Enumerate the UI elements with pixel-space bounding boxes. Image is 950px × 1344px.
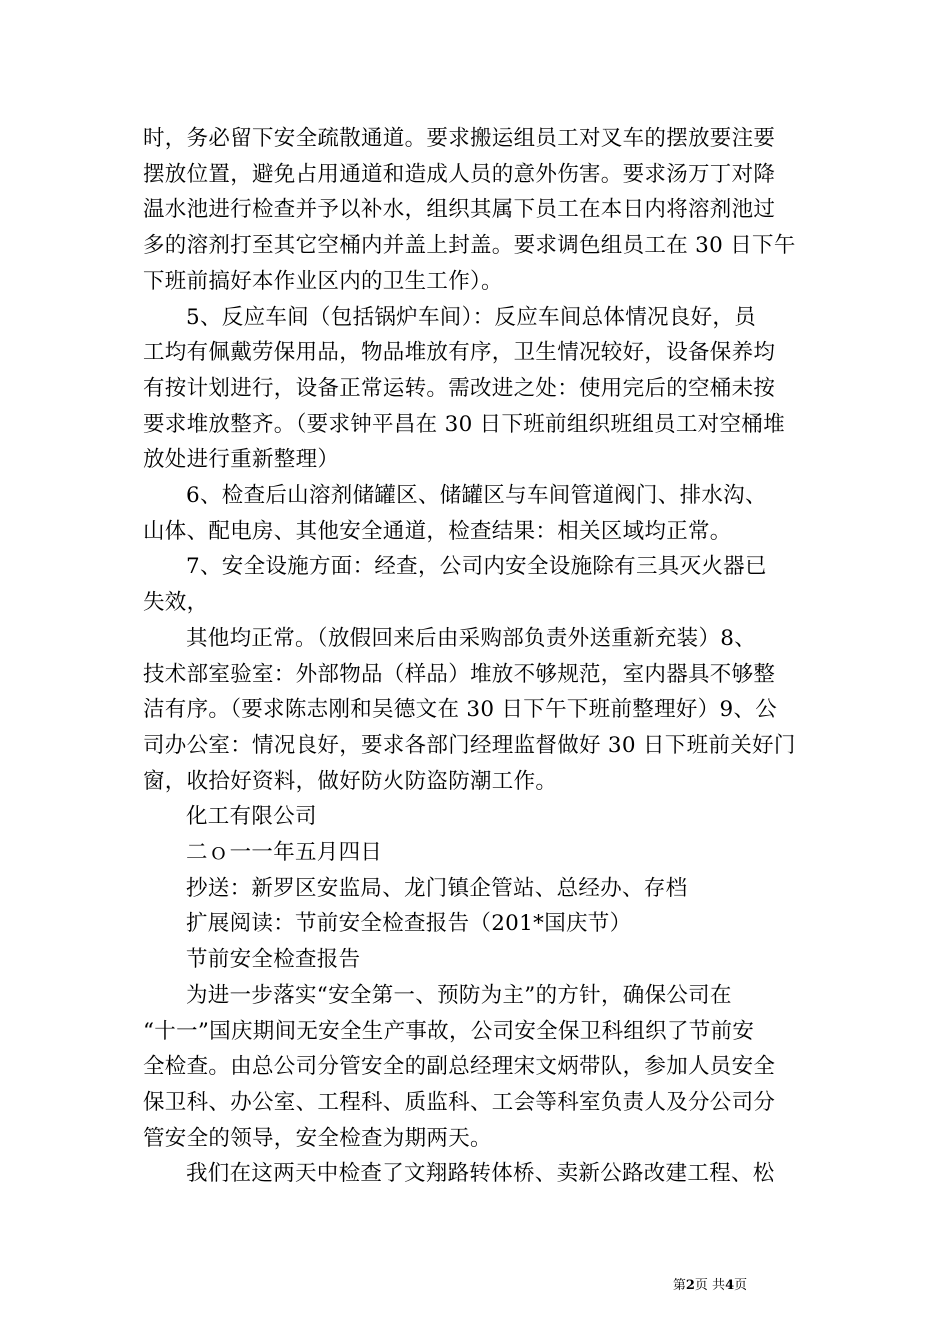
- text-line: 司办公室：情况良好，要求各部门经理监督做好 30 日下班前关好门: [143, 732, 796, 758]
- text-line: 为进一步落实“安全第一、预防为主”的方针，确保公司在: [186, 982, 732, 1008]
- text-line: 技术部室验室：外部物品（样品）堆放不够规范，室内器具不够整: [143, 661, 776, 687]
- text-line: 温水池进行检查并予以补水，组织其属下员工在本日内将溶剂池过: [143, 197, 776, 223]
- text-line: 6、检查后山溶剂储罐区、储罐区与车间管道阀门、排水沟、: [186, 483, 767, 509]
- text-line: “十一”国庆期间无安全生产事故，公司安全保卫科组织了节前安: [143, 1018, 755, 1044]
- report-title: 节前安全检查报告: [186, 947, 361, 973]
- footer-suffix: 页: [734, 1278, 748, 1293]
- text-line: 时，务必留下安全疏散通道。要求搬运组员工对叉车的摆放要注要: [143, 126, 776, 151]
- document-body: [143, 121, 808, 1192]
- page-footer: [0, 1274, 950, 1293]
- text-line: 山体、配电房、其他安全通道，检查结果：相关区域均正常。: [143, 518, 732, 544]
- text-line: 洁有序。（要求陈志刚和吴德文在 30 日下午下班前整理好）9、公: [143, 697, 778, 723]
- text-line: 其他均正常。（放假回来后由采购部负责外送重新充装）8、: [186, 625, 757, 651]
- document-date: 二ｏ一一年五月四日: [186, 840, 383, 866]
- text-line: 多的溶剂打至其它空桶内并盖上封盖。要求调色组员工在 30 日下午: [143, 233, 796, 259]
- company-name: 化工有限公司: [186, 804, 317, 830]
- extended-reading-title: 扩展阅读：节前安全检查报告（201*国庆节）: [186, 911, 632, 937]
- text-line: 窗，收拾好资料，做好防火防盗防潮工作。: [143, 768, 558, 794]
- text-line: 下班前搞好本作业区内的卫生工作）。: [143, 268, 503, 294]
- text-line: 失效，: [143, 590, 209, 616]
- current-page-number: 2: [685, 1278, 695, 1293]
- text-line: 要求堆放整齐。（要求钟平昌在 30 日下班前组织班组员工对空桶堆: [143, 411, 785, 437]
- total-pages-number: 4: [725, 1278, 735, 1293]
- text-line: 摆放位置，避免占用通道和造成人员的意外伤害。要求汤万丁对降: [143, 161, 776, 187]
- footer-prefix: 第: [672, 1278, 686, 1293]
- text-line: 保卫科、办公室、工程科、质监科、工会等科室负责人及分公司分: [143, 1089, 776, 1115]
- text-line: 5、反应车间（包括锅炉车间）：反应车间总体情况良好，员: [186, 304, 757, 330]
- text-line: 全检查。由总公司分管安全的副总经理宋文炳带队，参加人员安全: [143, 1054, 776, 1080]
- footer-middle: 页 共: [694, 1278, 726, 1293]
- text-line: 管安全的领导，安全检查为期两天。: [143, 1125, 492, 1151]
- text-line: 我们在这两天中检查了文翔路转体桥、卖新公路改建工程、松: [186, 1161, 775, 1187]
- text-line: 有按计划进行，设备正常运转。需改进之处：使用完后的空桶未按: [143, 375, 776, 401]
- text-line: 7、安全设施方面：经查，公司内安全设施除有三具灭火器已: [186, 554, 767, 580]
- text-line: 工均有佩戴劳保用品，物品堆放有序，卫生情况较好，设备保养均: [143, 340, 776, 366]
- cc-list: 抄送：新罗区安监局、龙门镇企管站、总经办、存档: [186, 875, 688, 901]
- text-line: 放处进行重新整理）: [143, 447, 340, 473]
- body-text: [143, 121, 808, 1192]
